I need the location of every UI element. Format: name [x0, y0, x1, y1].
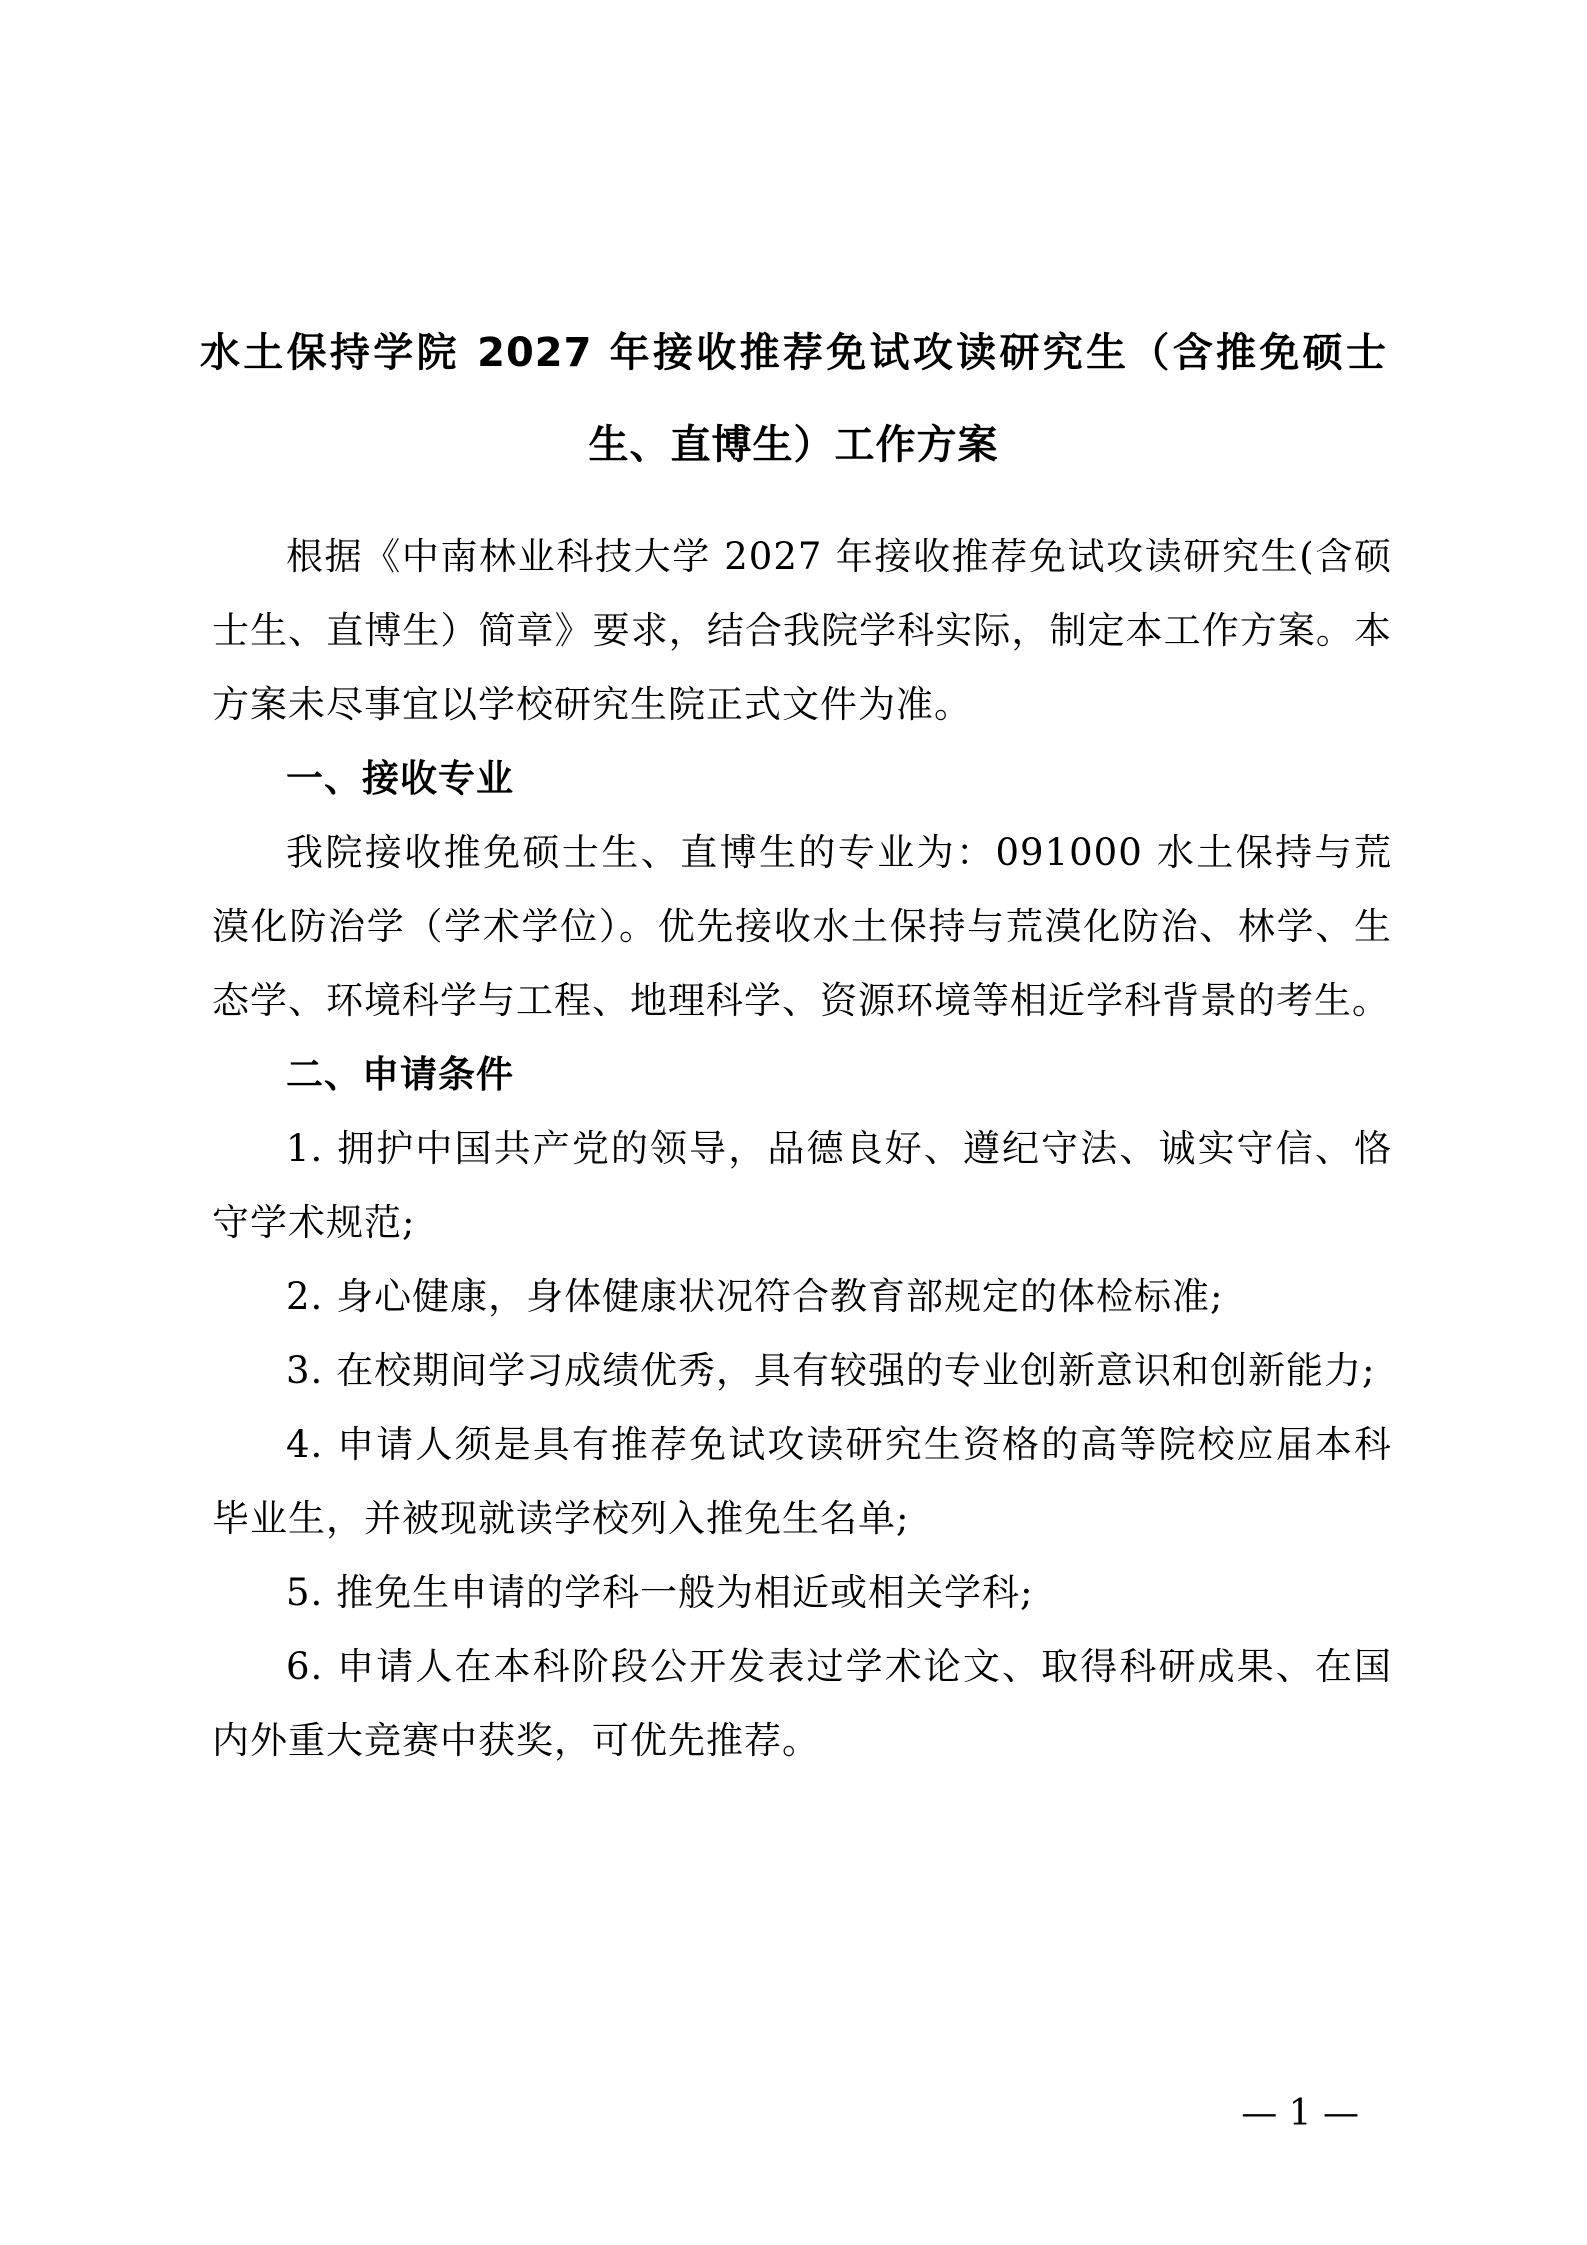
document-title: 水土保持学院 2027 年接收推荐免试攻读研究生（含推免硕士生、直博生）工作方案 — [200, 330, 1387, 468]
document-body — [212, 520, 1392, 1778]
requirement-item-6: 6. 申请人在本科阶段公开发表过学术论文、取得科研成果、在国内外重大竞赛中获奖，可优先推荐。 — [212, 1645, 1392, 1762]
requirement-item-4: 4. 申请人须是具有推荐免试攻读研究生资格的高等院校应届本科毕业生，并被现就读学校列入推免生名单; — [212, 1423, 1392, 1540]
requirement-item-2: 2. 身心健康，身体健康状况符合教育部规定的体检标准; — [286, 1275, 1224, 1318]
requirement-item-5: 5. 推免生申请的学科一般为相近或相关学科; — [286, 1571, 1034, 1614]
page-number: — 1 — — [1241, 2093, 1359, 2134]
majors-paragraph: 我院接收推免硕士生、直博生的专业为：091000 水土保持与荒漠化防治学（学术学位）。优先接收水土保持与荒漠化防治、林学、生态学、环境科学与工程、地理科学、资源环境等相近学科背景的考生。 — [212, 831, 1392, 1022]
requirement-item-1: 1. 拥护中国共产党的领导，品德良好、遵纪守法、诚实守信、恪守学术规范; — [212, 1127, 1392, 1244]
requirement-item-3: 3. 在校期间学习成绩优秀，具有较强的专业创新意识和创新能力; — [286, 1349, 1376, 1392]
section-heading-majors: 一、接收专业 — [286, 757, 514, 800]
intro-paragraph: 根据《中南林业科技大学 2027 年接收推荐免试攻读研究生(含硕士生、直博生）简章》要求，结合我院学科实际，制定本工作方案。本方案未尽事宜以学校研究生院正式文件为准。 — [212, 535, 1392, 726]
section-heading-requirements: 二、申请条件 — [286, 1053, 514, 1096]
